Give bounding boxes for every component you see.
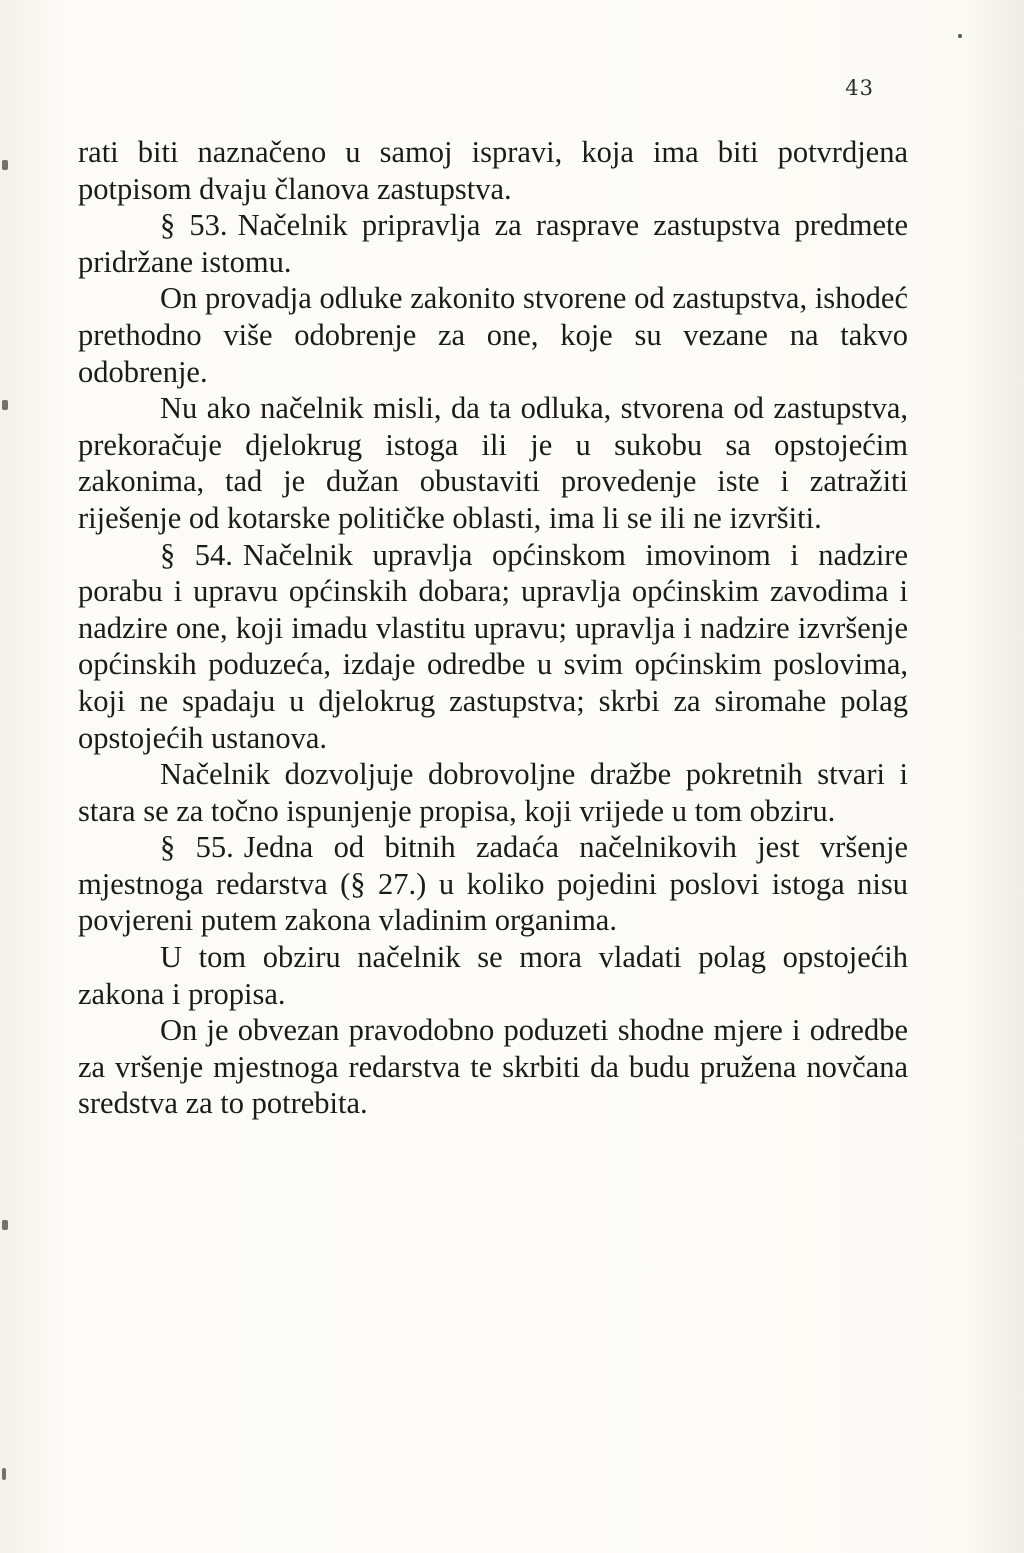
paragraph-section-53 — [78, 207, 908, 280]
section-number: § 55. — [160, 830, 234, 865]
paragraph-continuation — [78, 134, 908, 207]
paragraph-text: On je obvezan pravodobno poduzeti shodne mjere i odredbe za vršenje mjestnoga redarstva te skrbiti da budu pružena novčana sredstva za to potrebita. — [78, 1013, 908, 1121]
margin-mark — [2, 1468, 6, 1480]
paragraph-text: U tom obziru načelnik se mora vladati polag opstojećih zakona i propisa. — [78, 940, 908, 1011]
section-number: § 54. — [160, 537, 233, 572]
ink-speck — [958, 34, 962, 38]
paragraph — [78, 939, 908, 1012]
paragraph-section-55 — [78, 829, 908, 939]
paragraph-text: Načelnik upravlja općinskom imovinom i nadzire porabu i upravu općinskih dobara; upravlja općinskim zavodima i nadzire one, koji imadu vlastitu upravu; upravlja i nadzire izvršenje općinskih poduzeća, izdaje odredbe u svim općinskim poslovima, koji ne spadaju u djelokrug zastupstva; skrbi za siromahe polag opstojećih ustanova. — [78, 537, 909, 755]
body-text — [78, 134, 908, 1122]
paragraph — [78, 280, 908, 390]
margin-mark — [2, 400, 8, 410]
paragraph-text: Načelnik pripravlja za rasprave zastupstva predmete pridržane istomu. — [78, 208, 909, 279]
page-number: 43 — [845, 76, 874, 100]
paragraph — [78, 756, 908, 829]
paragraph-text: Jedna od bitnih zadaća načelnikovih jest vršenje mjestnoga redarstva (§ 27.) u koliko pojedini poslovi istoga nisu povjereni putem zakona vladinim organima. — [78, 830, 909, 938]
paragraph-text: rati biti naznačeno u samoj ispravi, koja ima biti potvrdjena potpisom dvaju članova zastupstva. — [78, 135, 908, 206]
paragraph-text: On provadja odluke zakonito stvorene od zastupstva, ishodeć prethodno više odobrenje za one, koje su vezane na takvo odobrenje. — [78, 281, 908, 389]
paragraph-section-54 — [78, 537, 908, 757]
margin-mark — [2, 1220, 8, 1230]
paragraph-text: Nu ako načelnik misli, da ta odluka, stvorena od zastupstva, prekoračuje djelokrug istoga ili je u sukobu sa opstojećim zakonima, tad je dužan obustaviti provedenje iste i zatražiti riješenje od kotarske političke oblasti, ima li se ili ne izvršiti. — [78, 391, 908, 535]
margin-mark — [2, 160, 8, 170]
paragraph — [78, 390, 908, 536]
paragraph — [78, 1012, 908, 1122]
section-number: § 53. — [160, 208, 228, 243]
paragraph-text: Načelnik dozvoljuje dobrovoljne dražbe pokretnih stvari i stara se za točno ispunjenje propisa, koji vrijede u tom obziru. — [78, 757, 908, 828]
